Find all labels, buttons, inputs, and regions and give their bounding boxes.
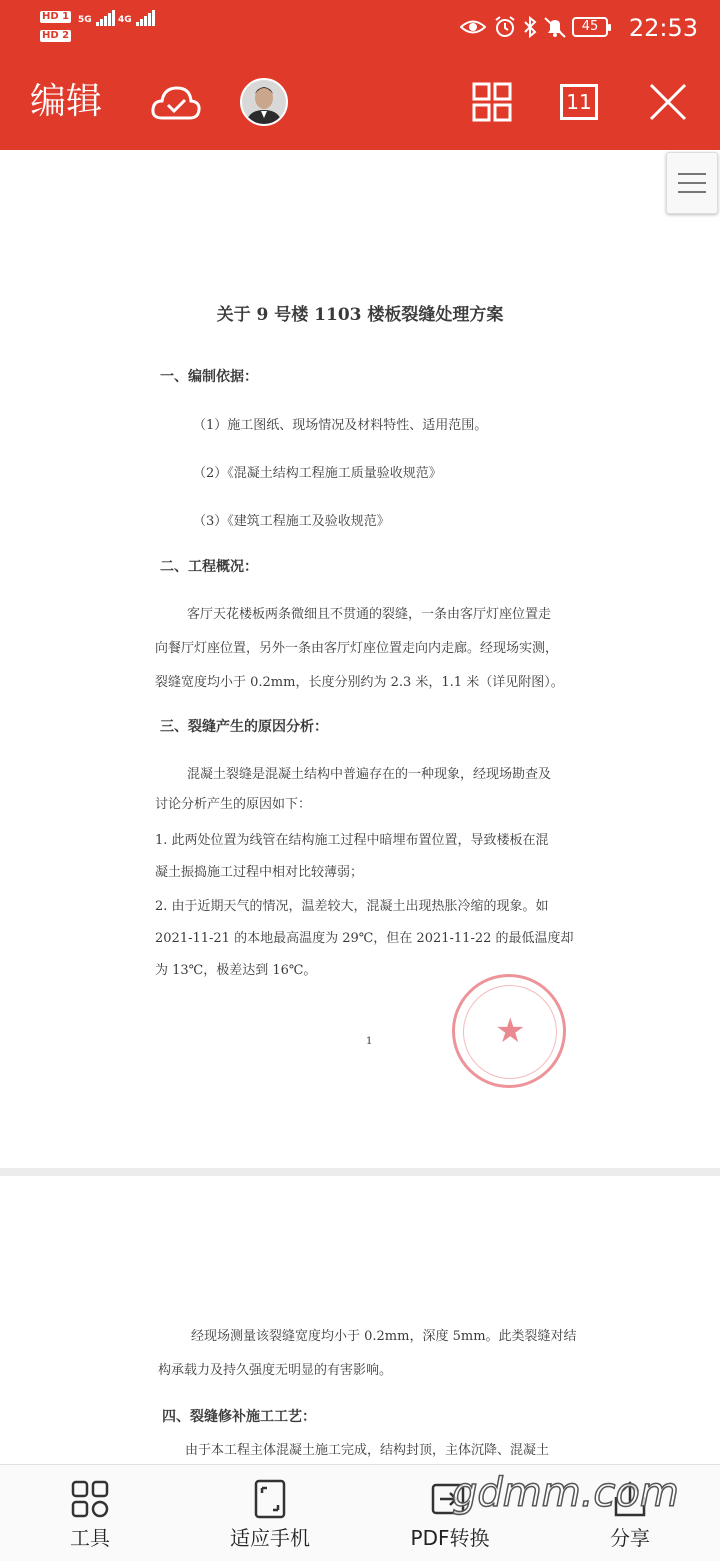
cause-line: 讨论分析产生的原因如下： — [155, 797, 312, 812]
signal-5g — [78, 10, 116, 26]
cloud-sync-icon[interactable] — [150, 80, 202, 124]
fit-phone-button[interactable] — [210, 1465, 330, 1561]
net1-label: 5G — [78, 15, 92, 25]
mute-bell-icon — [542, 15, 568, 39]
basis-item-2: （2）《混凝土结构工程施工质量验收规范》 — [193, 466, 442, 481]
battery-icon — [572, 17, 608, 37]
user-avatar[interactable] — [240, 78, 288, 126]
edit-button[interactable]: 编辑 — [30, 81, 103, 122]
cause-line: 1. 此两处位置为线管在结构施工过程中暗埋布置位置，导致楼板在混 — [155, 833, 549, 848]
section1-heading: 一、编制依据： — [160, 369, 258, 385]
basis-item-3: （3）《建筑工程施工及验收规范》 — [193, 514, 390, 529]
cause-line: 混凝土裂缝是混凝土结构中普遍存在的一种现象，经现场勘查及 — [187, 767, 552, 782]
sim2-label: HD 2 — [42, 30, 70, 41]
fit-screen-icon — [252, 1479, 288, 1519]
bluetooth-icon — [520, 15, 540, 39]
clock: 22:53 — [628, 14, 698, 42]
app-header — [0, 0, 720, 150]
section2-heading: 二、工程概况： — [160, 559, 258, 575]
signal-bars-icon — [136, 10, 156, 26]
grid-view-icon[interactable] — [472, 82, 512, 122]
cause-line: 凝土振捣施工过程中相对比较薄弱； — [155, 865, 364, 880]
cause-line: 2. 由于近期天气的情况，温差较大，混凝土出现热胀冷缩的现象。如 — [155, 899, 549, 914]
overview-line: 客厅天花楼板两条微细且不贯通的裂缝，一条由客厅灯座位置走 — [187, 607, 552, 622]
document-title: 关于 9 号楼 1103 楼板裂缝处理方案 — [216, 305, 504, 325]
tools-label: 工具 — [70, 1526, 110, 1550]
status-bar — [0, 0, 720, 56]
sim1-label: HD 1 — [42, 11, 70, 22]
close-icon[interactable] — [648, 82, 688, 122]
share-label: 分享 — [610, 1526, 650, 1550]
basis-item-1: （1）施工图纸、现场情况及材料特性、适用范围。 — [193, 418, 488, 433]
sim-indicator — [40, 10, 71, 42]
outline-menu-button[interactable] — [666, 152, 718, 214]
overview-line: 向餐厅灯座位置，另外一条由客厅灯座位置走向内走廊。经现场实测， — [155, 641, 559, 656]
eye-icon — [460, 15, 486, 39]
signal-bars-icon — [96, 10, 116, 26]
overview-line: 裂缝宽度均小于 0.2mm，长度分别约为 2.3 米，1.1 米（详见附图）。 — [155, 675, 564, 690]
tools-icon — [70, 1479, 110, 1519]
page2-line: 经现场测量该裂缝宽度均小于 0.2mm，深度 5mm。此类裂缝对结 — [191, 1329, 577, 1344]
section4-line: 由于本工程主体混凝土施工完成，结构封顶，主体沉降、混凝土 — [185, 1443, 550, 1458]
cause-line: 为 13℃，极差达到 16℃。 — [155, 963, 317, 978]
net2-label: 4G — [118, 15, 132, 25]
pdf-convert-label: PDF转换 — [410, 1526, 490, 1550]
official-seal: ★ — [452, 974, 566, 1088]
battery-level: 45 — [581, 19, 599, 34]
page2-line: 构承载力及持久强度无明显的有害影响。 — [158, 1363, 393, 1378]
section4-heading: 四、裂缝修补施工工艺： — [162, 1409, 316, 1425]
avatar-image — [242, 80, 286, 124]
page-count: 11 — [566, 90, 592, 114]
section3-heading: 三、裂缝产生的原因分析： — [160, 719, 328, 735]
tools-button[interactable] — [40, 1465, 140, 1561]
watermark-text: gdmm.com — [452, 1470, 679, 1516]
fit-phone-label: 适应手机 — [230, 1526, 310, 1550]
signal-4g — [118, 10, 156, 26]
page-number: 1 — [366, 1036, 373, 1047]
page-count-button[interactable] — [560, 84, 598, 120]
cause-line: 2021-11-21 的本地最高温度为 29℃，但在 2021-11-22 的最低温度却 — [155, 931, 574, 946]
alarm-icon — [492, 15, 518, 39]
